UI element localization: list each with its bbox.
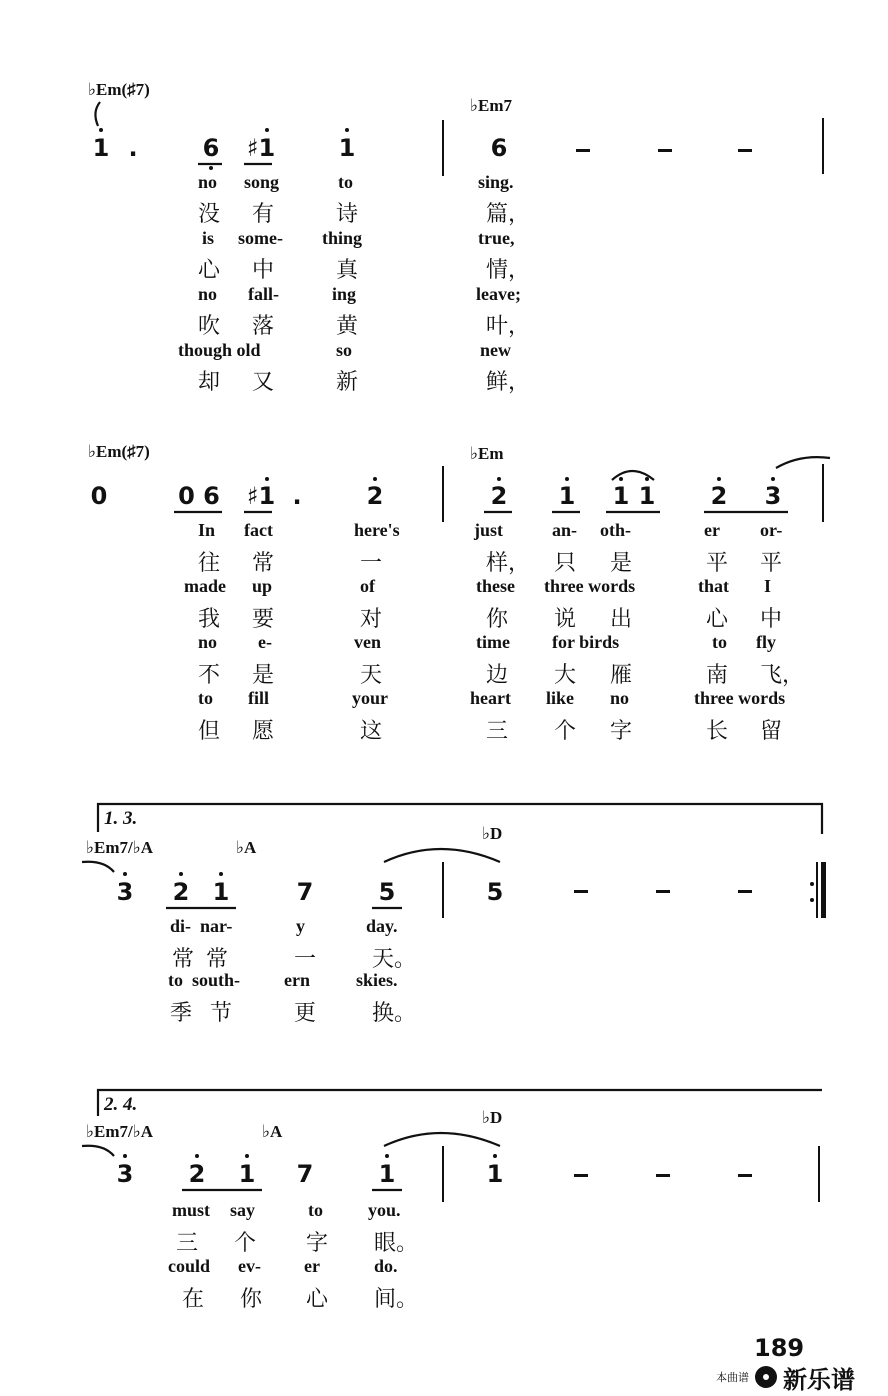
lyric-en: new [480, 340, 511, 360]
note: 0 6 [178, 482, 220, 510]
tie-mark [384, 849, 500, 862]
note: 7 [296, 1160, 314, 1188]
lyric-en: so [336, 340, 353, 360]
lyric-en: fly [756, 632, 776, 652]
lyric-zh: 要 [252, 607, 275, 632]
lyric-zh: 换。 [372, 1001, 417, 1026]
note: 1 [638, 482, 656, 510]
lyric-en: ven [354, 632, 381, 652]
lyric-en: ern [284, 970, 310, 990]
note: 1 [486, 1160, 504, 1188]
record-disc-icon [755, 1366, 777, 1388]
lyric-zh: 情， [486, 258, 531, 283]
lyric-zh: 只 [554, 551, 577, 576]
lyric-zh: 天。 [372, 947, 417, 972]
lyric-zh: 往 [198, 551, 221, 576]
lyric-en: I [764, 576, 772, 596]
lyric-zh: 三 [486, 719, 509, 744]
note: 1 [238, 1160, 256, 1188]
note: 2 [188, 1160, 206, 1188]
note: 5 [378, 878, 396, 906]
lyric-en: er [304, 1256, 320, 1276]
lyric-zh: 飞， [760, 663, 805, 688]
lyric-zh: 愿 [252, 719, 275, 744]
note: 1 [378, 1160, 396, 1188]
lyric-zh: 一 [294, 947, 317, 972]
lyric-en: leave; [476, 284, 521, 304]
lyric-en: ev- [238, 1256, 261, 1276]
watermark [716, 1362, 855, 1392]
lyric-en: day. [366, 916, 398, 936]
lyric-en: here's [354, 520, 400, 540]
lyric-zh: 有 [252, 202, 275, 227]
lyric-en: no [610, 688, 630, 708]
lyric-en: thing [322, 228, 363, 248]
lyric-en: must [172, 1200, 211, 1220]
lyric-zh: 字 [610, 719, 633, 744]
lyric-zh: 但 [198, 719, 221, 744]
lyric-en: is [202, 228, 215, 248]
lyric-en: do. [374, 1256, 398, 1276]
note: 5 [486, 878, 504, 906]
lyric-en: your [352, 688, 388, 708]
lyric-zh: 没 [198, 202, 221, 227]
lyric-en: nar- [200, 916, 233, 936]
note: 3 [116, 1160, 134, 1188]
lyric-en: di- [170, 916, 192, 936]
chord-label: ♭A [236, 838, 257, 857]
lyric-zh: 吹 [198, 314, 221, 339]
chord-label: ♭Em7/♭A [86, 1122, 154, 1141]
slur-mark [82, 862, 114, 872]
lyric-zh: 真 [336, 258, 359, 283]
lyric-zh: 平 [760, 551, 783, 576]
note-dot: . [128, 134, 138, 162]
tie-mark [612, 471, 654, 480]
lyric-en: er [704, 520, 720, 540]
note: 6 [202, 134, 220, 162]
tie-mark [384, 1133, 500, 1146]
lyric-zh: 一 [360, 551, 383, 576]
lyric-zh: 叶， [486, 314, 531, 339]
lyric-en: that [698, 576, 729, 596]
lyric-zh: 平 [706, 551, 729, 576]
lyric-zh: 常 [172, 947, 195, 972]
lyric-en: to [168, 970, 183, 990]
note-dot: . [292, 482, 302, 510]
lyric-zh: 又 [252, 370, 275, 395]
volta-bracket [98, 1090, 822, 1116]
lyric-zh: 心 [198, 258, 221, 283]
lyric-zh: 篇， [486, 202, 531, 227]
lyric-zh: 不 [198, 663, 221, 688]
lyric-zh: 鲜， [486, 370, 531, 395]
lyric-zh: 天 [360, 663, 383, 688]
lyric-zh: 样， [486, 551, 531, 576]
lyric-en: for birds [552, 632, 620, 652]
lyric-zh: 大 [554, 663, 577, 688]
lyric-en: like [546, 688, 575, 708]
lyric-zh: 中 [252, 258, 275, 283]
lyric-zh: 是 [252, 663, 275, 688]
lyric-zh: 我 [198, 607, 221, 632]
lyric-en: these [476, 576, 515, 596]
lyric-en: no [198, 172, 218, 192]
lyric-zh: 南 [706, 663, 729, 688]
lyric-zh: 常 [206, 947, 229, 972]
lyric-en: fill [248, 688, 269, 708]
lyric-en: could [168, 1256, 211, 1276]
note: 2 [366, 482, 384, 510]
volta-label: 2. 4. [104, 1094, 138, 1115]
note: 1 [612, 482, 630, 510]
lyric-zh: 长 [706, 719, 729, 744]
lyric-en: south- [192, 970, 241, 990]
lyric-en: y [296, 916, 305, 936]
lyric-zh: 说 [554, 607, 577, 632]
lyric-zh: 你 [240, 1287, 263, 1312]
lyric-zh: 出 [610, 607, 633, 632]
lyric-en: song [244, 172, 280, 192]
lyric-zh: 雁 [610, 663, 633, 688]
lyric-en: made [184, 576, 226, 596]
lyric-zh: 心 [306, 1287, 329, 1312]
lyric-en: oth- [600, 520, 631, 540]
lyric-en: though old [178, 340, 261, 360]
lyric-en: heart [470, 688, 511, 708]
lyric-zh: 季 [170, 1001, 193, 1026]
lyric-zh: 三 [176, 1231, 199, 1256]
note: 1 [338, 134, 356, 162]
watermark-small-text: 本曲谱 [716, 1371, 749, 1384]
lyric-en: you. [368, 1200, 401, 1220]
lyric-en: or- [760, 520, 783, 540]
lyric-en: true, [478, 228, 515, 248]
note: ♯1 [246, 482, 276, 510]
lyric-zh: 黄 [336, 314, 359, 339]
lyric-en: to [338, 172, 353, 192]
lyric-en: sing. [478, 172, 514, 192]
chord-label: ♭Em [470, 444, 504, 463]
lyric-en: some- [238, 228, 283, 248]
lyric-zh: 这 [360, 719, 383, 744]
lyric-zh: 你 [486, 607, 509, 632]
lyric-en: ing [332, 284, 357, 304]
chord-label: ♭Em(♯7) [88, 442, 150, 461]
lyric-en: fact [244, 520, 273, 540]
lyric-en: of [360, 576, 375, 596]
note: 3 [116, 878, 134, 906]
lyric-en: fall- [248, 284, 279, 304]
chord-label: ♭Em(♯7) [88, 80, 150, 99]
note: 1 [212, 878, 230, 906]
note: 3 [764, 482, 782, 510]
volta-label: 1. 3. [104, 808, 138, 829]
note: 6 [490, 134, 508, 162]
lyric-en: to [198, 688, 213, 708]
chord-label: ♭Em7/♭A [86, 838, 154, 857]
page-number: 189 [754, 1334, 805, 1362]
lyric-en: up [252, 576, 273, 596]
lyric-zh: 是 [610, 551, 633, 576]
lyric-zh: 间。 [374, 1287, 419, 1312]
lyric-en: an- [552, 520, 578, 540]
lyric-zh: 诗 [336, 202, 359, 227]
lyric-zh: 边 [486, 663, 509, 688]
chord-label: ♭Em7 [470, 96, 513, 115]
lyric-en: no [198, 284, 218, 304]
lyric-zh: 更 [294, 1001, 317, 1026]
lyric-en: three words [544, 576, 636, 596]
lyric-en: In [198, 520, 216, 540]
lyric-zh: 留 [760, 719, 783, 744]
lyric-zh: 个 [554, 719, 577, 744]
lyric-zh: 字 [306, 1231, 329, 1256]
lyric-zh: 对 [360, 607, 383, 632]
lyric-en: to [712, 632, 727, 652]
lyric-en: to [308, 1200, 323, 1220]
lyric-zh: 新 [336, 370, 359, 395]
lyric-zh: 眼。 [374, 1231, 419, 1256]
lyric-zh: 常 [252, 551, 275, 576]
lyric-en: just [474, 520, 504, 540]
chord-label: ♭A [262, 1122, 283, 1141]
watermark-big-text: 新乐谱 [783, 1365, 855, 1394]
slur-mark [776, 457, 830, 468]
note: 2 [490, 482, 508, 510]
note: 1 [558, 482, 576, 510]
lyric-zh: 中 [760, 607, 783, 632]
note: ♯1 [246, 134, 276, 162]
note: 0 [90, 482, 108, 510]
note: 1 [92, 134, 110, 162]
lyric-en: three words [694, 688, 786, 708]
lyric-en: no [198, 632, 218, 652]
chord-label: ♭D [482, 824, 503, 843]
lyric-en: e- [258, 632, 272, 652]
chord-label: ♭D [482, 1108, 503, 1127]
volta-bracket [98, 804, 822, 834]
lyric-zh: 节 [210, 1001, 233, 1026]
slur-mark [95, 102, 100, 126]
lyric-en: time [476, 632, 510, 652]
lyric-en: say [230, 1200, 256, 1220]
note: 7 [296, 878, 314, 906]
note: 2 [172, 878, 190, 906]
lyric-zh: 在 [182, 1287, 205, 1312]
note: 2 [710, 482, 728, 510]
lyric-zh: 个 [234, 1231, 257, 1256]
lyric-en: skies. [356, 970, 398, 990]
lyric-zh: 心 [706, 607, 729, 632]
lyric-zh: 落 [252, 314, 275, 339]
lyric-zh: 却 [198, 370, 221, 395]
slur-mark [82, 1146, 114, 1156]
